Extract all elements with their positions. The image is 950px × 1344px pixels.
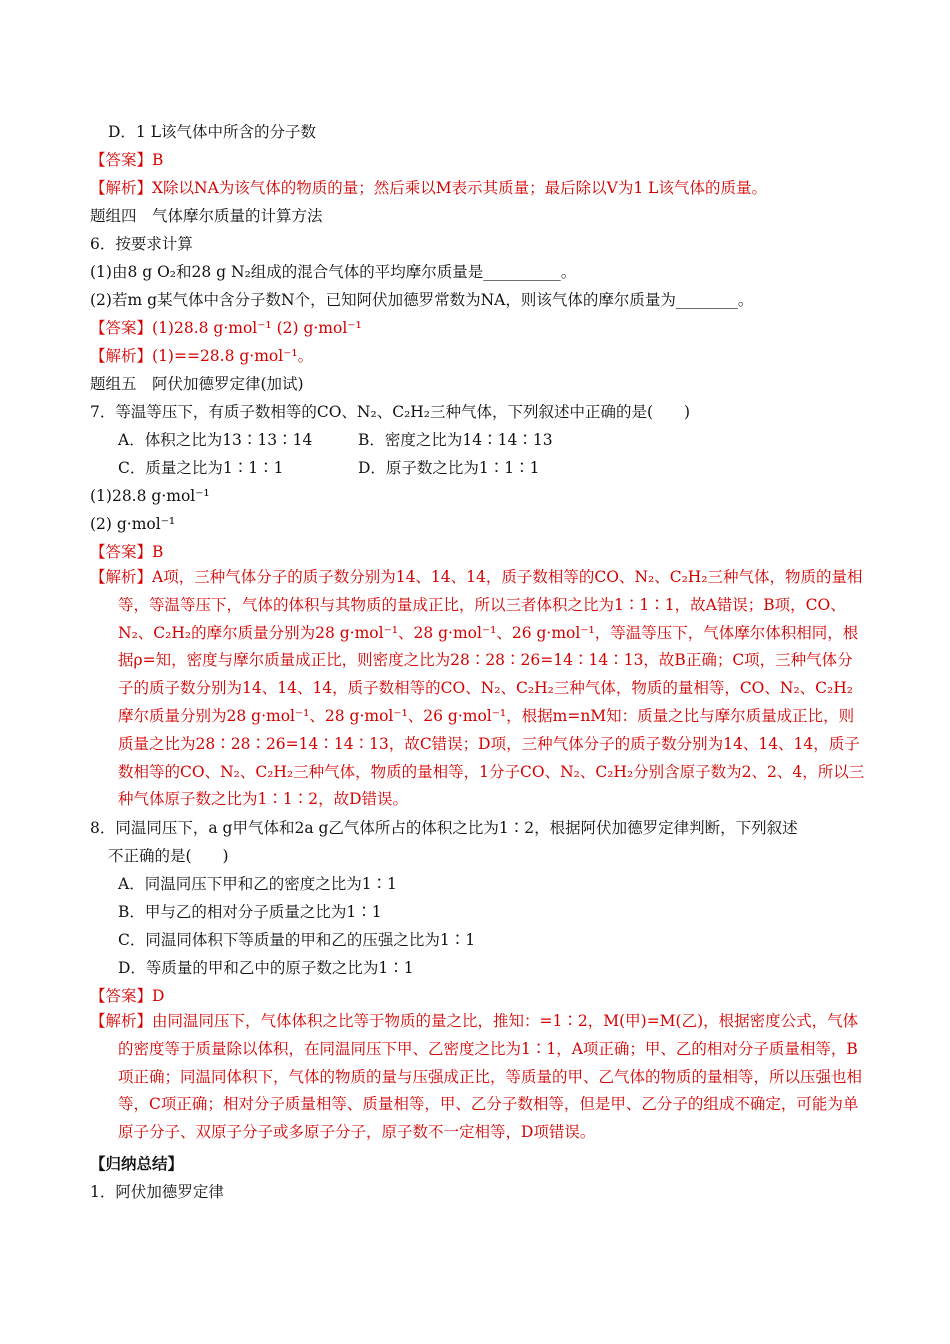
q6-stem: 6．按要求计算 [90,235,193,253]
q8-explanation [90,1008,868,1150]
answer-value: (1)28.8 g·mol⁻¹ (2) g·mol⁻¹ [152,319,362,337]
answer-label: 【答案】 [90,151,153,169]
summary-heading: 【归纳总结】 [90,1154,184,1173]
q7-option-d: D．原子数之比为1∶1∶1 [358,459,540,477]
group5-title: 题组五 阿伏加德罗定律(加试) [90,375,304,393]
q8-option-b: B．甲与乙的相对分子质量之比为1∶1 [118,903,382,921]
q6-answer [90,318,362,338]
q8-answer [90,986,164,1006]
explanation-text: 由同温同压下，气体体积之比等于物质的量之比，推知：=1∶2，M(甲)=M(乙)，根据密度公式，气体的密度等于质量除以体积，在同温同压下甲、乙密度之比为1∶1，A项正确；甲、乙的相对分子质量相等，B项正确；同温同体积下，气体的物质的量与压强成正比，等质量的甲、乙气体的物质的量相等，所以压强也相等，C项正确；相对分子质量相等、质量相等，甲、乙分子数相等，但是甲、乙分子的组成不确定，可能为单原子分子、双原子分子或多原子分子，原子数不一定相等，D项错误。 [118,1012,863,1142]
q7-option-c: C．质量之比为1∶1∶1 [118,459,284,477]
q8-stem-line2: 不正确的是( ) [108,847,229,865]
q8-option-d: D．等质量的甲和乙中的原子数之比为1∶1 [118,959,414,977]
q6-explanation [90,346,313,366]
q8-option-c: C．同温同体积下等质量的甲和乙的压强之比为1∶1 [118,931,476,949]
explanation-label: 【解析】 [90,347,153,365]
q6-part2: (2)若m g某气体中含分子数N个，已知阿伏加德罗常数为NA，则该气体的摩尔质量为________。 [90,291,754,309]
q5-option-d: D．1 L该气体中所含的分子数 [108,123,317,141]
group4-title: 题组四 气体摩尔质量的计算方法 [90,207,323,225]
summary-item-1: 1．阿伏加德罗定律 [90,1183,224,1201]
q8-stem-line1: 8．同温同压下，a g甲气体和2a g乙气体所占的体积之比为1∶2，根据阿伏加德罗定律判断，下列叙述 [90,819,798,837]
stray-line-1: (1)28.8 g·mol⁻¹ [90,487,210,505]
answer-value: B [152,151,164,169]
explanation-text: A项，三种气体分子的质子数分别为14、14、14，质子数相等的CO、N₂、C₂H₂三种气体，物质的量相等，等温等压下，气体的体积与其物质的量成正比，所以三者体积之比为1∶1∶1，故A错误；B项，CO、N₂、C₂H₂的摩尔质量分别为28 g·mol⁻¹、28 g·mol⁻¹、26 g·mol⁻¹，等温等压下，气体摩尔体积相同，根据ρ=知，密度与摩尔质量成正比，则密度之比为28∶28∶26=14∶14∶13，故B正确；C项，三种气体分子的质子数分别为14、14、14，质子数相等的CO、N₂、C₂H₂三种气体，物质的量相等，CO、N₂、C₂H₂摩尔质量分别为28 g·mol⁻¹、28 g·mol⁻¹、26 g·mol⁻¹，根据m=nM知：质量之比与摩尔质量成正比，则质量之比为28∶28∶26=14∶14∶13，故C错误；D项，三种气体分子的质子数分别为14、14、14，质子数相等的CO、N₂、C₂H₂三种气体，物质的量相等，1分子CO、N₂、C₂H₂分别含原子数为2、2、4，所以三种气体原子数之比为1∶1∶2，故D错误。 [118,568,865,809]
q7-option-a: A．体积之比为13∶13∶14 [118,431,313,449]
q5-explanation [90,178,767,198]
explanation-text: (1)==28.8 g·mol⁻¹。 [152,347,314,365]
explanation-label: 【解析】 [90,568,153,586]
answer-label: 【答案】 [90,319,153,337]
answer-label: 【答案】 [90,543,153,561]
answer-value: B [152,543,164,561]
q5-answer [90,150,163,170]
q7-explanation [90,564,868,814]
q7-stem: 7．等温等压下，有质子数相等的CO、N₂、C₂H₂三种气体，下列叙述中正确的是( ) [90,403,691,421]
explanation-label: 【解析】 [90,179,153,197]
explanation-text: X除以NA为该气体的物质的量；然后乘以M表示其质量；最后除以V为1 L该气体的质量。 [152,179,767,197]
q8-option-a: A．同温同压下甲和乙的密度之比为1∶1 [118,875,397,893]
stray-line-2: (2) g·mol⁻¹ [90,515,176,533]
q6-part1: (1)由8 g O₂和28 g N₂组成的混合气体的平均摩尔质量是__________。 [90,263,577,281]
q7-answer [90,542,163,562]
answer-label: 【答案】 [90,987,153,1005]
q7-option-b: B．密度之比为14∶14∶13 [358,431,553,449]
answer-value: D [152,987,165,1005]
explanation-label: 【解析】 [90,1012,153,1030]
